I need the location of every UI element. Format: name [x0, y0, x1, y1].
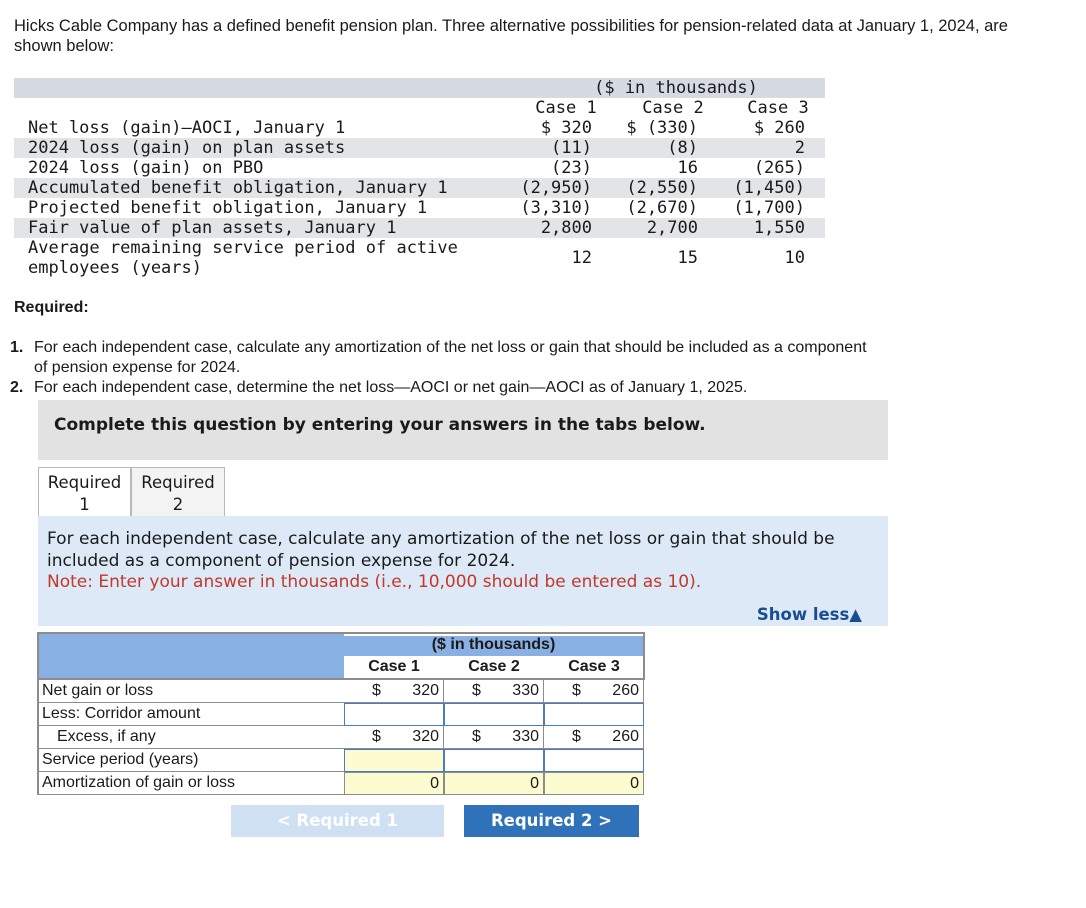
row-value: (2,550)	[626, 178, 698, 198]
grid-cell	[544, 726, 644, 749]
amortization-case-1	[344, 772, 444, 795]
corridor-input-case-1[interactable]	[344, 703, 444, 726]
amortization-case-3	[544, 772, 644, 795]
row-label: 2024 loss (gain) on plan assets	[28, 138, 346, 158]
row-value: $ 260	[753, 118, 805, 138]
grid-row	[37, 726, 645, 749]
pension-data-table	[14, 78, 825, 278]
table-row	[14, 238, 825, 278]
show-less-link[interactable]: Show less▲	[756, 605, 862, 624]
prev-required-1-button[interactable]: < Required 1	[231, 805, 444, 837]
service-period-input-case-1[interactable]	[344, 749, 444, 772]
dollar-sign: $	[472, 682, 481, 699]
row-value: 2	[794, 138, 805, 158]
table-row	[14, 118, 825, 138]
row-label	[28, 238, 458, 278]
dollar-sign: $	[372, 682, 381, 699]
grid-row	[37, 703, 645, 726]
row-value: 1,550	[753, 218, 805, 238]
row-value: 2,700	[646, 218, 698, 238]
dollar-sign: $	[472, 728, 481, 745]
table-span-header: ($ in thousands)	[594, 78, 758, 98]
answer-grid	[37, 632, 645, 795]
grid-header-columns	[344, 632, 645, 680]
grid-header-label-area	[37, 632, 344, 680]
grid-row-label: Less: Corridor amount	[37, 703, 344, 726]
required-item-text: For each independent case, determine the net loss—AOCI or net gain—AOCI as of January 1, 2025.	[34, 379, 748, 396]
grid-row-label: Excess, if any	[37, 726, 344, 749]
row-value: 15	[677, 248, 698, 268]
tab-bar	[38, 467, 225, 517]
service-period-input-case-2[interactable]	[444, 749, 544, 772]
panel-instruction: For each independent case, calculate any amortization of the net loss or gain that should be included as a component of pension expense for 2024.	[47, 529, 835, 571]
row-value: (2,950)	[520, 178, 592, 198]
cell-value: 320	[412, 682, 439, 699]
grid-row-label: Net gain or loss	[37, 680, 344, 703]
cell-value: 0	[630, 775, 639, 792]
row-label-line2: employees (years)	[28, 258, 202, 278]
row-value: (1,700)	[733, 198, 805, 218]
tab-required-1[interactable]	[38, 467, 131, 517]
grid-cell	[444, 680, 544, 703]
required-item-number: 1.	[10, 339, 24, 356]
grid-case-2-header: Case 2	[468, 658, 520, 675]
cell-value: 0	[430, 775, 439, 792]
table-row	[14, 158, 825, 178]
row-value: $ 320	[540, 118, 592, 138]
row-value: (1,450)	[733, 178, 805, 198]
corridor-input-case-2[interactable]	[444, 703, 544, 726]
case-3-header: Case 3	[747, 98, 809, 118]
table-row	[14, 138, 825, 158]
table-row	[14, 198, 825, 218]
row-label: Net loss (gain)–AOCI, January 1	[28, 118, 346, 138]
table-row	[14, 178, 825, 198]
row-label: Accumulated benefit obligation, January 1	[28, 178, 448, 198]
required-heading: Required:	[14, 299, 89, 316]
cell-value: 320	[412, 728, 439, 745]
table-row	[14, 218, 825, 238]
required-item	[10, 378, 880, 398]
problem-intro: Hicks Cable Company has a defined benefit pension plan. Three alternative possibilities for pension-related data at January 1, 2024, are shown below:	[14, 17, 1008, 55]
tab-content-panel	[38, 516, 888, 626]
row-value: $ (330)	[626, 118, 698, 138]
cell-value: 330	[512, 682, 539, 699]
amortization-case-2	[444, 772, 544, 795]
row-value: 12	[571, 248, 592, 268]
grid-case-3-header: Case 3	[568, 658, 620, 675]
tab-label-line1: Required	[47, 473, 122, 492]
grid-case-1-header: Case 1	[368, 658, 420, 675]
grid-row-label: Amortization of gain or loss	[37, 772, 344, 795]
dollar-sign: $	[572, 682, 581, 699]
row-label: Fair value of plan assets, January 1	[28, 218, 397, 238]
banner-text: Complete this question by entering your answers in the tabs below.	[54, 415, 706, 435]
grid-cell	[544, 680, 644, 703]
row-value: (2,670)	[626, 198, 698, 218]
row-value: 10	[784, 248, 805, 268]
tab-required-2[interactable]	[131, 467, 225, 517]
instruction-banner	[38, 400, 888, 460]
row-label: 2024 loss (gain) on PBO	[28, 158, 264, 178]
cell-value: 330	[512, 728, 539, 745]
corridor-input-case-3[interactable]	[544, 703, 644, 726]
case-2-header: Case 2	[642, 98, 704, 118]
cell-value: 0	[530, 775, 539, 792]
service-period-input-case-3[interactable]	[544, 749, 644, 772]
cell-value: 260	[612, 682, 639, 699]
row-value: 2,800	[540, 218, 592, 238]
row-value: (265)	[753, 158, 805, 178]
tab-label-line2: 1	[79, 495, 90, 514]
row-value: (23)	[551, 158, 592, 178]
tab-label-line1: Required	[141, 473, 215, 492]
grid-span-header: ($ in thousands)	[344, 636, 643, 656]
row-value: 16	[677, 158, 698, 178]
case-1-header: Case 1	[535, 98, 597, 118]
required-item-text: For each independent case, calculate any amortization of the net loss or gain that should be included as a component of pension expense for 2024.	[34, 339, 867, 376]
row-value: (3,310)	[520, 198, 592, 218]
grid-cell	[344, 680, 444, 703]
row-value: (8)	[667, 138, 698, 158]
cell-value: 260	[612, 728, 639, 745]
required-item-number: 2.	[10, 379, 24, 396]
dollar-sign: $	[572, 728, 581, 745]
next-required-2-button[interactable]: Required 2 >	[464, 805, 639, 837]
grid-row	[37, 680, 645, 703]
table-span-header-row	[14, 78, 825, 98]
panel-note: Note: Enter your answer in thousands (i.e., 10,000 should be entered as 10).	[47, 572, 702, 592]
table-row	[14, 98, 825, 118]
dollar-sign: $	[372, 728, 381, 745]
grid-cell	[344, 726, 444, 749]
grid-row	[37, 749, 645, 772]
required-item	[10, 338, 880, 378]
row-label: Projected benefit obligation, January 1	[28, 198, 428, 218]
row-label-line1: Average remaining service period of active	[28, 238, 458, 258]
row-value: (11)	[551, 138, 592, 158]
grid-row-label: Service period (years)	[37, 749, 344, 772]
grid-cell	[444, 726, 544, 749]
tab-label-line2: 2	[172, 495, 184, 514]
required-list	[10, 338, 880, 398]
grid-row	[37, 772, 645, 795]
